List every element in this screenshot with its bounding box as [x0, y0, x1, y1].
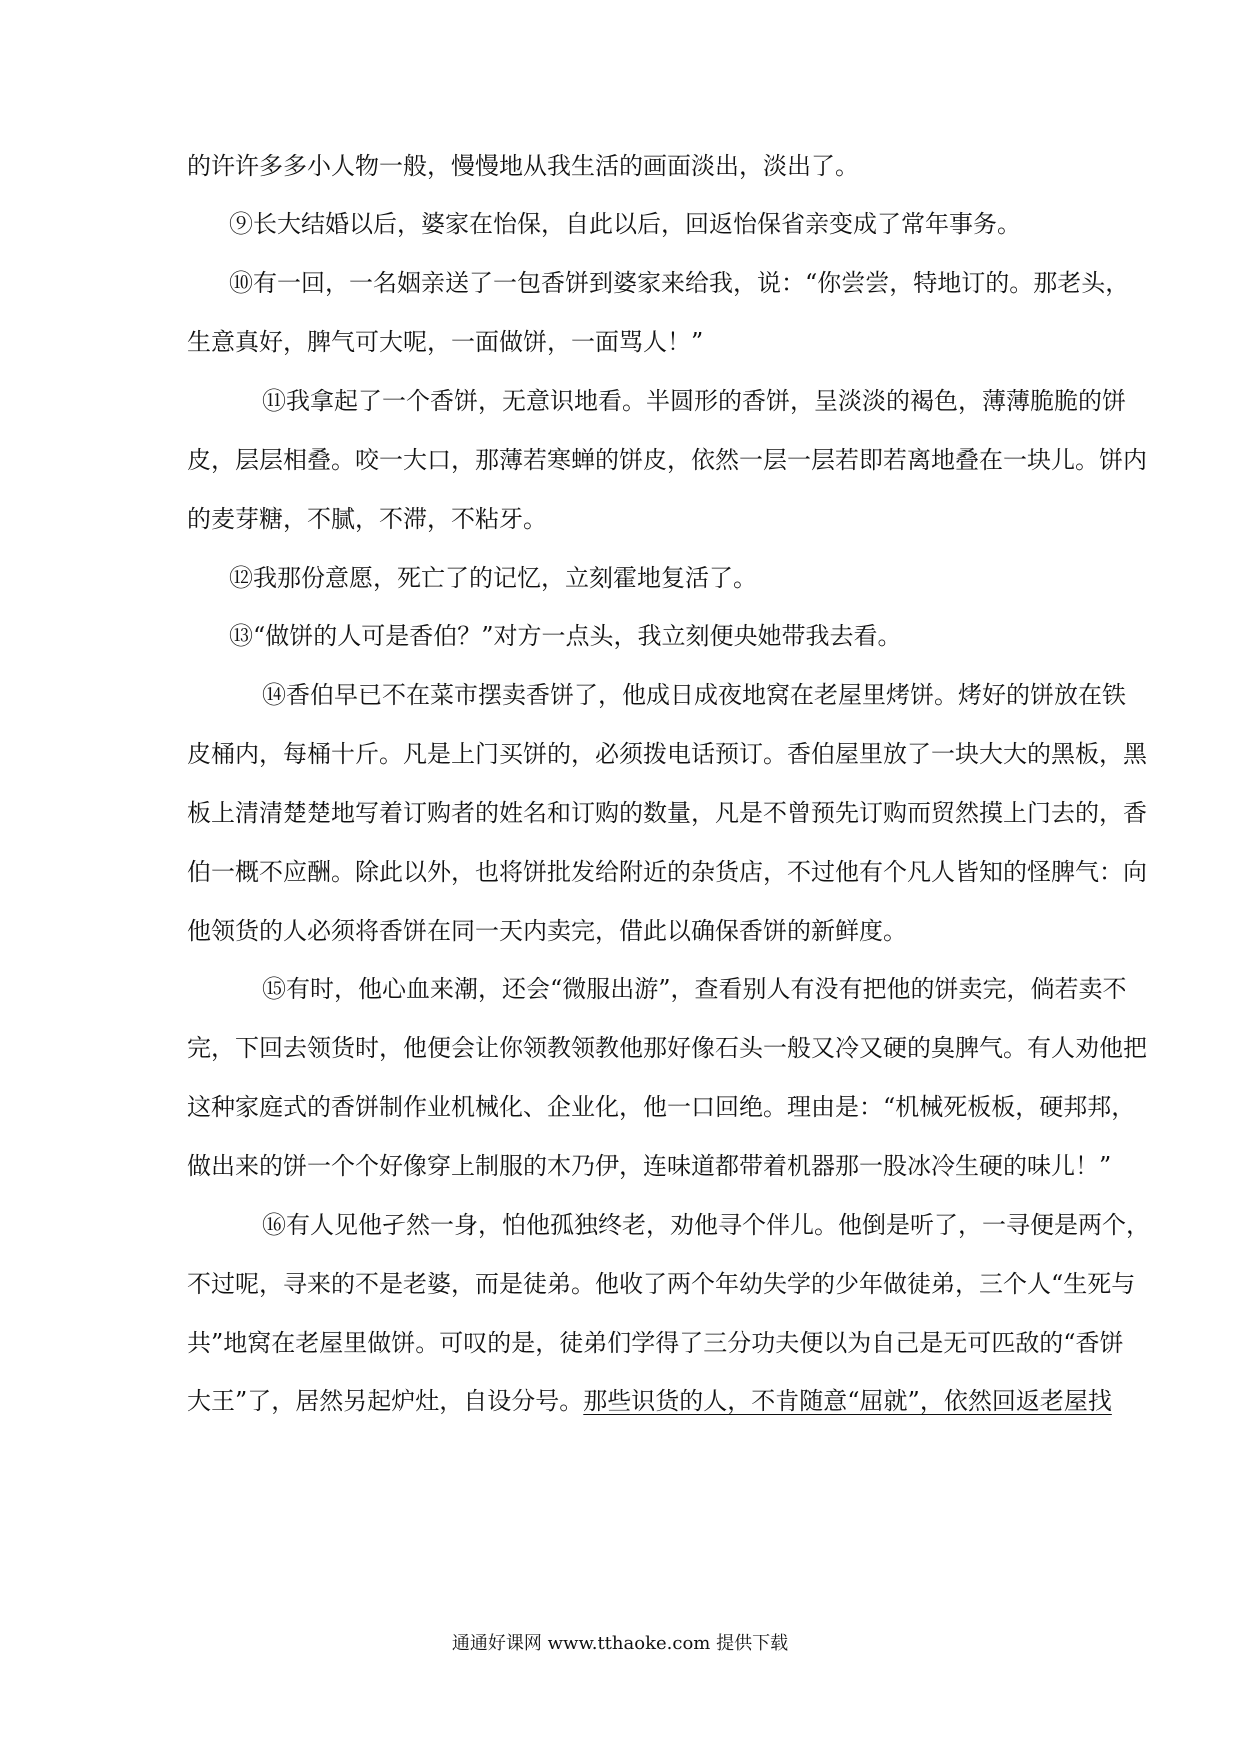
paragraph-15-line-4: 做出来的饼一个个好像穿上制服的木乃伊，连味道都带着机器那一股冰冷生硬的味儿！”: [187, 1152, 1112, 1180]
paragraph-15-line-2: 完，下回去领货时，他便会让你领教领教他那好像石头一般又冷又硬的臭脾气。有人劝他把: [187, 1034, 1147, 1062]
paragraph-11-line-1: ⑪我拿起了一个香饼，无意识地看。半圆形的香饼，呈淡淡的褐色，薄薄脆脆的饼: [262, 387, 1126, 415]
paragraph-14-line-1: ⑭香伯早已不在菜市摆卖香饼了，他成日成夜地窝在老屋里烤饼。烤好的饼放在铁: [262, 681, 1126, 709]
paragraph-14-line-5: 他领货的人必须将香饼在同一天内卖完，借此以确保香饼的新鲜度。: [187, 917, 907, 945]
paragraph-16-line-4: [187, 1384, 1112, 1418]
paragraph-16-line-3: 共”地窝在老屋里做饼。可叹的是，徒弟们学得了三分功夫便以为自己是无可匹敌的“香饼: [187, 1329, 1124, 1357]
paragraph-10-line-2: 生意真好，脾气可大呢，一面做饼，一面骂人！”: [187, 328, 704, 356]
paragraph-9: ⑨长大结婚以后，婆家在怡保，自此以后，回返怡保省亲变成了常年事务。: [229, 210, 1021, 238]
paragraph-15-line-3: 这种家庭式的香饼制作业机械化、企业化，他一口回绝。理由是：“机械死板板，硬邦邦，: [187, 1093, 1136, 1121]
paragraph-13: ⑬“做饼的人可是香伯？”对方一点头，我立刻便央她带我去看。: [229, 622, 902, 650]
paragraph-16-line-2: 不过呢，寻来的不是老婆，而是徒弟。他收了两个年幼失学的少年做徒弟，三个人“生死与: [187, 1270, 1136, 1298]
paragraph-10-line-1: ⑩有一回，一名姻亲送了一包香饼到婆家来给我，说：“你尝尝，特地订的。那老头，: [229, 269, 1130, 297]
paragraph-14-line-4: 伯一概不应酬。除此以外，也将饼批发给附近的杂货店，不过他有个凡人皆知的怪脾气：向: [187, 858, 1147, 886]
paragraph-14-line-3: 板上清清楚楚地写着订购者的姓名和订购的数量，凡是不曾预先订购而贸然摸上门去的，香: [187, 799, 1147, 827]
paragraph-16-line-1: ⑯有人见他孑然一身，怕他孤独终老，劝他寻个伴儿。他倒是听了，一寻便是两个，: [262, 1211, 1150, 1239]
paragraph-11-line-3: 的麦芽糖，不腻，不滞，不粘牙。: [187, 505, 547, 533]
plain-text: 大王”了，居然另起炉灶，自设分号。: [187, 1387, 584, 1415]
paragraph-12: ⑫我那份意愿，死亡了的记忆，立刻霍地复活了。: [229, 564, 757, 592]
paragraph-11-line-2: 皮，层层相叠。咬一大口，那薄若寒蝉的饼皮，依然一层一层若即若离地叠在一块儿。饼内: [187, 446, 1147, 474]
paragraph-14-line-2: 皮桶内，每桶十斤。凡是上门买饼的，必须拨电话预订。香伯屋里放了一块大大的黑板，黑: [187, 740, 1147, 768]
underlined-sentence: 那些识货的人，不肯随意“屈就”，依然回返老屋找: [583, 1387, 1112, 1415]
footer-source-note: 通通好课网 www.tthaoke.com 提供下载: [451, 1633, 789, 1654]
paragraph-line: 的许许多多小人物一般，慢慢地从我生活的画面淡出，淡出了。: [187, 152, 859, 180]
paragraph-15-line-1: ⑮有时，他心血来潮，还会“微服出游”，查看别人有没有把他的饼卖完，倘若卖不: [262, 975, 1127, 1003]
